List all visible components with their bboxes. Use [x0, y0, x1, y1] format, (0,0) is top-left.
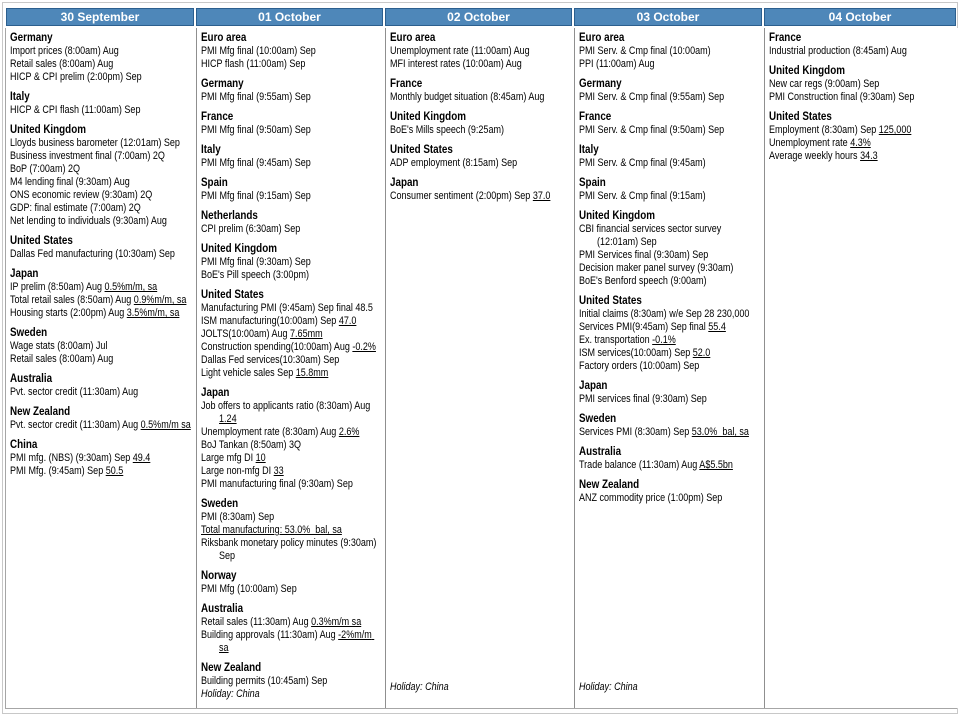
- event-line: PMI Serv. & Cmp final (9:15am): [579, 190, 706, 202]
- event-value: -0.2%: [352, 341, 376, 353]
- event-line: ANZ commodity price (1:00pm) Sep: [579, 492, 723, 504]
- event-line: BoJ Tankan (8:50am) 3Q: [201, 439, 302, 451]
- event-value: A$5.5bn: [699, 459, 733, 471]
- event-line: PMI Mfg final (9:30am) Sep: [201, 256, 311, 268]
- event-line: Monthly budget situation (8:45am) Aug: [390, 91, 545, 103]
- event-value: 125,000: [878, 124, 912, 136]
- event-line: PMI mfg. (NBS) (9:30am) Sep 49.4: [10, 452, 151, 464]
- event-line: Net lending to individuals (9:30am) Aug: [10, 215, 167, 227]
- country-heading: Australia: [201, 601, 244, 615]
- country-heading: Germany: [201, 76, 244, 90]
- event-value: 4.3%: [850, 137, 871, 149]
- event-line: Industrial production (8:45am) Aug: [769, 45, 907, 57]
- event-value: 33: [273, 465, 284, 477]
- date-header: 03 October: [574, 8, 762, 26]
- event-line: Large non-mfg DI 33: [201, 465, 284, 477]
- event-value: 34.3: [860, 150, 878, 162]
- event-line: Housing starts (2:00pm) Aug 3.5%m/m, sa: [10, 307, 180, 319]
- event-value: 52.0: [692, 347, 711, 359]
- event-value: 15.8mm: [295, 367, 329, 379]
- event-value: 55.4: [708, 321, 726, 333]
- event-line: BoP (7:00am) 2Q: [10, 163, 81, 175]
- country-heading: France: [390, 76, 423, 90]
- event-line: ISM manufacturing(10:00am) Sep 47.0: [201, 315, 357, 327]
- event-line: Manufacturing PMI (9:45am) Sep final 48.5: [201, 302, 373, 314]
- event-line: Job offers to applicants ratio (8:30am) Aug 1.24: [201, 400, 373, 425]
- day-cell: [574, 28, 764, 708]
- event-line: Retail sales (8:00am) Aug: [10, 58, 114, 70]
- event-value: 47.0: [338, 315, 357, 327]
- holiday-note: Holiday: China: [390, 681, 449, 693]
- event-line: M4 lending final (9:30am) Aug: [10, 176, 130, 188]
- country-heading: Euro area: [201, 30, 247, 44]
- event-line: Initial claims (8:30am) w/e Sep 28 230,000: [579, 308, 750, 320]
- event-line: ADP employment (8:15am) Sep: [390, 157, 518, 169]
- country-heading: Sweden: [201, 496, 239, 510]
- event-line: Light vehicle sales Sep 15.8mm: [201, 367, 329, 379]
- country-heading: Euro area: [390, 30, 436, 44]
- event-line: Services PMI (8:30am) Sep 53.0% bal, sa: [579, 426, 749, 438]
- country-heading: Australia: [579, 444, 622, 458]
- event-line: Pvt. sector credit (11:30am) Aug: [10, 386, 139, 398]
- event-line: Employment (8:30am) Sep 125,000: [769, 124, 912, 136]
- event-line: Construction spending(10:00am) Aug -0.2%: [201, 341, 376, 353]
- day-cell: [6, 28, 196, 708]
- event-line: BoE's Benford speech (9:00am): [579, 275, 707, 287]
- event-line: Trade balance (11:30am) Aug A$5.5bn: [579, 459, 733, 471]
- event-line: PPI (11:00am) Aug: [579, 58, 655, 70]
- country-heading: New Zealand: [201, 660, 262, 674]
- event-line: Wage stats (8:00am) Jul: [10, 340, 108, 352]
- country-heading: Japan: [579, 378, 608, 392]
- event-line: PMI Serv. & Cmp final (9:50am) Sep: [579, 124, 725, 136]
- event-line: PMI Serv. & Cmp final (9:45am): [579, 157, 706, 169]
- event-line: PMI Construction final (9:30am) Sep: [769, 91, 915, 103]
- country-heading: France: [769, 30, 802, 44]
- event-value: 10: [255, 452, 266, 464]
- event-line: Services PMI(9:45am) Sep final 55.4: [579, 321, 726, 333]
- event-value: -0.1%: [652, 334, 676, 346]
- country-heading: Germany: [579, 76, 622, 90]
- event-value: 0.3%m/m sa: [311, 616, 362, 628]
- event-line: PMI manufacturing final (9:30am) Sep: [201, 478, 353, 490]
- event-line: New car regs (9:00am) Sep: [769, 78, 880, 90]
- country-heading: Italy: [10, 89, 30, 103]
- country-heading: Germany: [10, 30, 53, 44]
- event-line: Dallas Fed services(10:30am) Sep: [201, 354, 340, 366]
- event-line: Pvt. sector credit (11:30am) Aug 0.5%m/m sa: [10, 419, 191, 431]
- body-row: [5, 28, 957, 709]
- event-line: PMI Mfg final (10:00am) Sep: [201, 45, 316, 57]
- event-line: CBI financial services sector survey (12:01am) Sep: [579, 223, 724, 248]
- country-heading: Italy: [579, 142, 599, 156]
- event-line: Average weekly hours 34.3: [769, 150, 878, 162]
- country-heading: Japan: [390, 175, 419, 189]
- country-heading: United States: [10, 233, 73, 247]
- country-heading: Netherlands: [201, 208, 258, 222]
- event-line: Business investment final (7:00am) 2Q: [10, 150, 165, 162]
- event-value: 0.9%m/m, sa: [133, 294, 187, 306]
- country-heading: United Kingdom: [10, 122, 86, 136]
- country-heading: France: [201, 109, 234, 123]
- event-line: Unemployment rate (11:00am) Aug: [390, 45, 530, 57]
- event-line: PMI (8:30am) Sep: [201, 511, 275, 523]
- event-line: PMI Services final (9:30am) Sep: [579, 249, 709, 261]
- day-cell-content: [201, 29, 383, 704]
- country-heading: Japan: [201, 385, 230, 399]
- event-line: ISM services(10:00am) Sep 52.0: [579, 347, 711, 359]
- event-line: PMI Mfg final (9:45am) Sep: [201, 157, 311, 169]
- event-line: Consumer sentiment (2:00pm) Sep 37.0: [390, 190, 551, 202]
- country-heading: Australia: [10, 371, 53, 385]
- event-line: BoE's Mills speech (9:25am): [390, 124, 504, 136]
- event-line: JOLTS(10:00am) Aug 7.65mm: [201, 328, 323, 340]
- event-value: 3.5%m/m, sa: [126, 307, 180, 319]
- event-line: [201, 524, 383, 537]
- event-line: CPI prelim (6:30am) Sep: [201, 223, 301, 235]
- event-line: Total retail sales (8:50am) Aug 0.9%m/m, sa: [10, 294, 187, 306]
- event-line: HICP & CPI prelim (2:00pm) Sep: [10, 71, 142, 83]
- event-line: HICP flash (11:00am) Sep: [201, 58, 306, 70]
- event-value: 49.4: [132, 452, 151, 464]
- event-line: PMI Mfg (10:00am) Sep: [201, 583, 297, 595]
- day-cell: [764, 28, 958, 708]
- country-heading: United States: [579, 293, 642, 307]
- country-heading: United Kingdom: [201, 241, 277, 255]
- event-value: 0.5%m/m sa: [140, 419, 191, 431]
- event-value: 53.0% bal, sa: [691, 426, 749, 438]
- event-line: ONS economic review (9:30am) 2Q: [10, 189, 153, 201]
- event-line: Building approvals (11:30am) Aug -2%m/m sa: [201, 629, 375, 654]
- event-line: Unemployment rate (8:30am) Aug 2.6%: [201, 426, 360, 438]
- event-value: 0.5%m/m, sa: [104, 281, 158, 293]
- country-heading: United States: [769, 109, 832, 123]
- country-heading: Euro area: [579, 30, 625, 44]
- event-line: Import prices (8:00am) Aug: [10, 45, 119, 57]
- country-heading: United Kingdom: [579, 208, 655, 222]
- day-cell-content: [769, 29, 956, 704]
- event-value: 50.5: [105, 465, 124, 477]
- event-value: 7.65mm: [290, 328, 323, 340]
- event-value: 37.0: [532, 190, 551, 202]
- event-value: Total manufacturing: 53.0% bal, sa: [201, 524, 342, 536]
- day-cell-content: [579, 29, 762, 704]
- event-line: PMI Mfg. (9:45am) Sep 50.5: [10, 465, 124, 477]
- event-line: PMI Mfg final (9:50am) Sep: [201, 124, 311, 136]
- country-heading: China: [10, 437, 38, 451]
- event-line: Factory orders (10:00am) Sep: [579, 360, 700, 372]
- event-line: Decision maker panel survey (9:30am): [579, 262, 734, 274]
- country-heading: United Kingdom: [769, 63, 845, 77]
- event-line: GDP: final estimate (7:00am) 2Q: [10, 202, 141, 214]
- day-cell-content: [10, 29, 194, 704]
- event-line: MFI interest rates (10:00am) Aug: [390, 58, 522, 70]
- event-line: PMI Mfg final (9:15am) Sep: [201, 190, 311, 202]
- country-heading: United States: [390, 142, 453, 156]
- event-value: 2.6%: [338, 426, 360, 438]
- event-value: -2%m/m sa: [219, 629, 375, 654]
- event-value: 1.24: [219, 413, 237, 425]
- country-heading: New Zealand: [10, 404, 71, 418]
- day-cell: [196, 28, 385, 708]
- economic-calendar-table: [5, 8, 957, 709]
- date-header: 02 October: [385, 8, 572, 26]
- country-heading: Norway: [201, 568, 237, 582]
- country-heading: United States: [201, 287, 264, 301]
- event-line: PMI Serv. & Cmp final (9:55am) Sep: [579, 91, 725, 103]
- country-heading: France: [579, 109, 612, 123]
- country-heading: Spain: [201, 175, 228, 189]
- event-line: Riksbank monetary policy minutes (9:30am) Sep: [201, 537, 379, 562]
- event-line: PMI Serv. & Cmp final (10:00am): [579, 45, 711, 57]
- event-line: Lloyds business barometer (12:01am) Sep: [10, 137, 180, 149]
- event-line: PMI Mfg final (9:55am) Sep: [201, 91, 311, 103]
- event-line: Large mfg DI 10: [201, 452, 266, 464]
- date-header: 30 September: [6, 8, 194, 26]
- day-cell: [385, 28, 574, 708]
- country-heading: Sweden: [579, 411, 617, 425]
- event-line: Unemployment rate 4.3%: [769, 137, 871, 149]
- event-line: IP prelim (8:50am) Aug 0.5%m/m, sa: [10, 281, 158, 293]
- page-frame: [2, 2, 958, 714]
- event-line: Retail sales (8:00am) Aug: [10, 353, 114, 365]
- date-header: 04 October: [764, 8, 956, 26]
- holiday-note: Holiday: China: [201, 688, 260, 700]
- country-heading: Italy: [201, 142, 221, 156]
- country-heading: Spain: [579, 175, 606, 189]
- country-heading: Sweden: [10, 325, 48, 339]
- holiday-note: Holiday: China: [579, 681, 638, 693]
- event-line: Dallas Fed manufacturing (10:30am) Sep: [10, 248, 175, 260]
- country-heading: Japan: [10, 266, 39, 280]
- event-line: Building permits (10:45am) Sep: [201, 675, 328, 687]
- event-line: Retail sales (11:30am) Aug 0.3%m/m sa: [201, 616, 362, 628]
- date-header: 01 October: [196, 8, 383, 26]
- event-line: Ex. transportation -0.1%: [579, 334, 676, 346]
- day-cell-content: [390, 29, 572, 704]
- event-line: HICP & CPI flash (11:00am) Sep: [10, 104, 141, 116]
- header-row: [5, 8, 957, 26]
- event-line: PMI services final (9:30am) Sep: [579, 393, 707, 405]
- country-heading: United Kingdom: [390, 109, 466, 123]
- event-line: BoE's Pill speech (3:00pm): [201, 269, 309, 281]
- country-heading: New Zealand: [579, 477, 640, 491]
